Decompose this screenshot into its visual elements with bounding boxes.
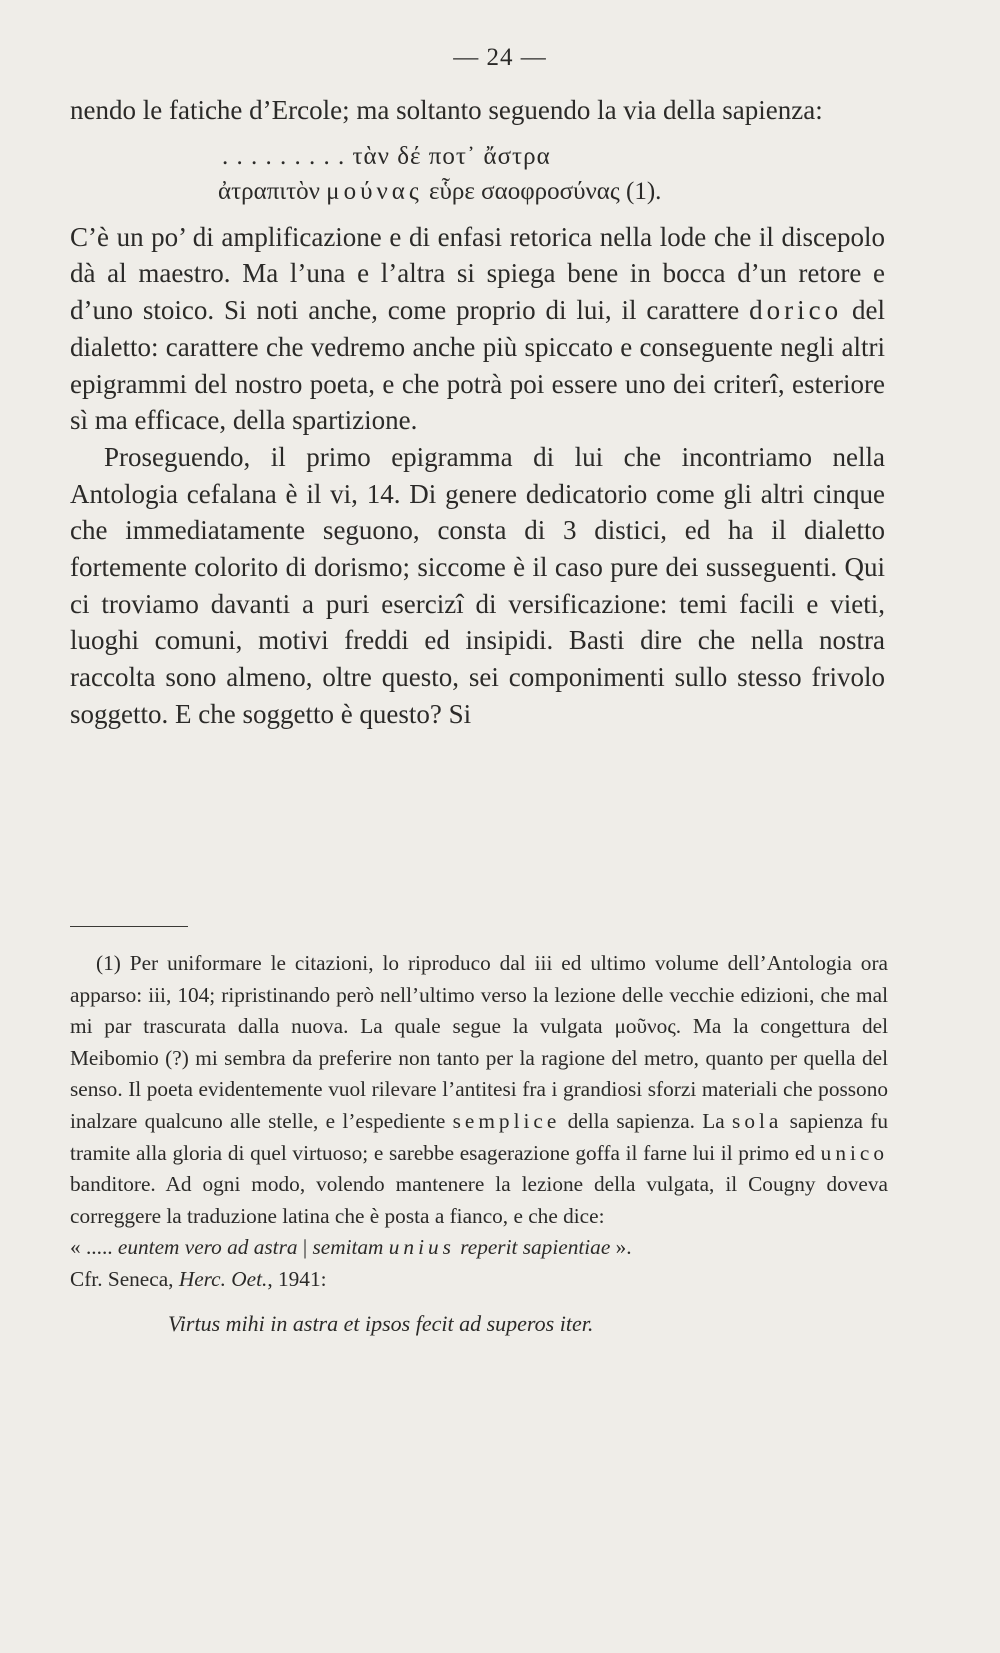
paragraph-1: nendo le fatiche d’Ercole; ma soltanto seguendo la via della sapienza: <box>70 95 823 125</box>
quote-close: ». <box>615 1235 632 1260</box>
footnote-text-d: banditore. Ad ogni modo, volendo mantenere la lezione della vulgata, il Cougny doveva correggere la traduzione latina che è posta a fianco, e che dice: <box>70 1172 888 1228</box>
quote-text: reperit sapientiae <box>460 1235 611 1260</box>
citation-text: , 1941: <box>267 1266 327 1291</box>
verse-word: ἀτραπιτὸν <box>218 177 320 205</box>
page-number: — 24 — <box>453 44 547 71</box>
footnote <box>70 948 888 1339</box>
quote-spaced-word: unius <box>388 1235 455 1260</box>
footnote-spaced-word: unico <box>820 1140 888 1165</box>
footnote-text-b: della sapienza. La <box>567 1108 725 1133</box>
verse-spaced-word: μούνας <box>326 177 423 205</box>
paragraph-2-spaced-word: dorico <box>749 295 843 326</box>
quote-separator: | <box>302 1235 308 1260</box>
greek-verse-line-1: . . . . . . . . . τὰν δέ ποτ᾽ ἄστρα <box>222 142 551 170</box>
paragraph-3: Proseguendo, il primo epigramma di lui che incontriamo nella Antologia cefalana è il vi, 14. Di genere dedicatorio come gli altri cinque che immediatamente seguono, consta di 3 distici, ed ha il dialetto fortemente colorito di dorismo; siccome è il caso pure dei susseguenti. Qui ci troviamo davanti a puri esercizî di versificazione: temi facili e vieti, luoghi comuni, motivi freddi ed insipidi. Basti dire che nella nostra raccolta sono almeno, oltre questo, sei componimenti sullo stesso frivolo soggetto. E che soggetto è questo? Si <box>70 441 885 729</box>
quote-text: semitam <box>312 1235 384 1260</box>
greek-verse-line-2 <box>70 174 885 209</box>
quote-text: euntem vero ad astra <box>117 1235 298 1260</box>
footnote-spaced-word: sola <box>732 1108 783 1133</box>
citation-text: Cfr. Seneca, <box>70 1266 174 1291</box>
greek-verse <box>70 139 885 209</box>
footnote-text-c: sapienza fu tramite alla gloria di quel virtuoso; e sarebbe esagerazione goffa il farne lui il primo ed <box>70 1108 889 1165</box>
paragraph-2-text-b: del dialetto: carattere che vedremo anche più spiccato e conseguente negli altri epigrammi del nostro poeta, e che potrà poi essere uno dei criterî, esteriore sì ma efficace, della spartizione. <box>70 295 886 436</box>
paragraph-2-text-a: C’è un po’ di amplificazione e di enfasi retorica nella lode che il discepolo dà al maestro. Ma l’una e l’altra si spiega bene in bocca d’un retore e d’uno stoico. Si noti anche, come proprio di lui, il carattere <box>70 221 885 326</box>
footnote-latin-verse: Virtus mihi in astra et ipsos fecit ad superos iter. <box>168 1310 594 1336</box>
footnote-text <box>70 948 888 1232</box>
footnote-spaced-word: semplice <box>452 1108 561 1133</box>
footnote-latin-quote <box>70 1232 888 1295</box>
footnote-text-a: (1) Per uniformare le citazioni, lo riproduco dal iii ed ultimo volume dell’Antologia ora apparso: iii, 104; ripristinando però nell’ultimo verso la lezione delle vecchie edizioni, che mal mi par trascurata dalla nuova. La quale segue la vulgata μοῦνος. Ma la congettura del Meibomio (?) mi sembra da preferire non tanto per la ragione del metro, quanto per quella del senso. Il poeta evidentemente vuol rilevare l’antitesi fra i grandiosi sforzi materiali che possono inalzare qualcuno alle stelle, e l’espediente <box>70 951 888 1133</box>
footnote-divider <box>70 926 188 927</box>
quote-open: « ..... <box>70 1235 113 1260</box>
citation-work: Herc. Oet. <box>178 1266 268 1291</box>
main-text <box>70 92 885 733</box>
paragraph-2 <box>70 219 885 439</box>
verse-word: εὗρε σαοφροσύνας (1). <box>429 177 662 205</box>
